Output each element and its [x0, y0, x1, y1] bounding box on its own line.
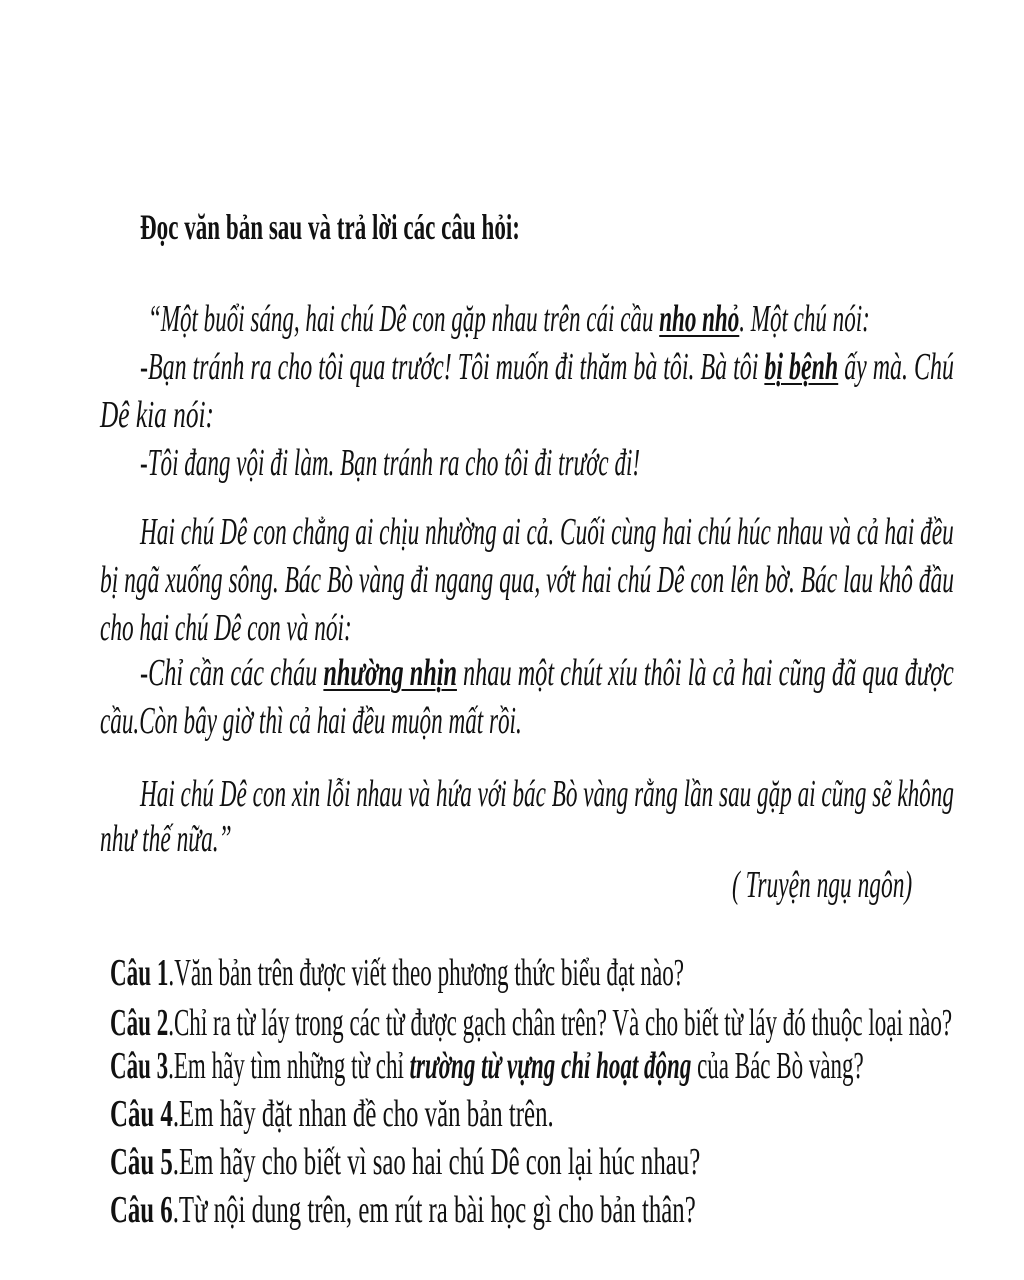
- story-line-1: [148, 297, 870, 341]
- question-text: .Từ nội dung trên, em rút ra bài học gì cho bản thân?: [172, 1189, 696, 1231]
- underlined-word-nho-nho: nho nhỏ: [659, 298, 740, 340]
- story-line-3: Dê kia nói:: [100, 394, 214, 436]
- story-line-4: -Tôi đang vội đi làm. Bạn tránh ra cho tôi đi trước đi!: [140, 442, 641, 484]
- underlined-word-bi-benh: bị bệnh: [764, 346, 839, 388]
- story-text: “Một buổi sáng, hai chú Dê con gặp nhau trên cái cầu: [148, 298, 660, 340]
- question-text: .Em hãy tìm những từ chỉ: [168, 1045, 410, 1087]
- question-emphasis: trường từ vựng chỉ hoạt động: [409, 1045, 692, 1087]
- story-line-5: Hai chú Dê con chẳng ai chịu nhường ai cả. Cuối cùng hai chú húc nhau và cả hai đều: [140, 511, 954, 553]
- story-text: -Chỉ cần các cháu: [140, 652, 324, 694]
- question-label: Câu 2: [110, 1002, 169, 1044]
- story-line-9: cầu.Còn bây giờ thì cả hai đều muộn mất rồi.: [100, 700, 522, 742]
- page-heading: Đọc văn bản sau và trả lời các câu hỏi:: [140, 207, 520, 247]
- question-6: [110, 1188, 696, 1232]
- question-text: .Văn bản trên được viết theo phương thức biểu đạt nào?: [168, 952, 685, 994]
- question-text: .Em hãy cho biết vì sao hai chú Dê con lại húc nhau?: [172, 1141, 701, 1183]
- question-label: Câu 3: [110, 1045, 169, 1087]
- story-line-8: [140, 651, 954, 695]
- story-source: ( Truyện ngụ ngôn): [732, 864, 913, 906]
- question-5: [110, 1140, 700, 1184]
- story-line-7: cho hai chú Dê con và nói:: [100, 607, 352, 649]
- story-line-2: [140, 345, 954, 389]
- question-3: [110, 1044, 864, 1088]
- question-text: của Bác Bò vàng?: [691, 1045, 864, 1087]
- story-text: nhau một chút xíu thôi là cả hai cũng đã qua được: [456, 652, 954, 694]
- story-line-10: Hai chú Dê con xin lỗi nhau và hứa với bác Bò vàng rằng lần sau gặp ai cũng sẽ không: [140, 773, 954, 815]
- story-line-11: như thế nữa.”: [100, 818, 232, 860]
- question-4: [110, 1092, 554, 1136]
- story-line-6: bị ngã xuống sông. Bác Bò vàng đi ngang qua, vớt hai chú Dê con lên bờ. Bác lau khô đầu: [100, 559, 954, 601]
- question-label: Câu 1: [110, 952, 169, 994]
- story-text: . Một chú nói:: [739, 298, 870, 340]
- question-label: Câu 5: [110, 1141, 173, 1183]
- question-text: .Em hãy đặt nhan đề cho văn bản trên.: [172, 1093, 554, 1135]
- underlined-word-nhuong-nhin: nhường nhịn: [323, 652, 457, 694]
- story-text: -Bạn tránh ra cho tôi qua trước! Tôi muốn đi thăm bà tôi. Bà tôi: [140, 346, 765, 388]
- story-text: ấy mà. Chú: [838, 346, 954, 388]
- question-1: [110, 951, 684, 995]
- question-label: Câu 6: [110, 1189, 173, 1231]
- question-label: Câu 4: [110, 1093, 173, 1135]
- question-text: .Chỉ ra từ láy trong các từ được gạch chân trên? Và cho biết từ láy đó thuộc loại nào?: [168, 1002, 953, 1044]
- question-2: [110, 1001, 952, 1045]
